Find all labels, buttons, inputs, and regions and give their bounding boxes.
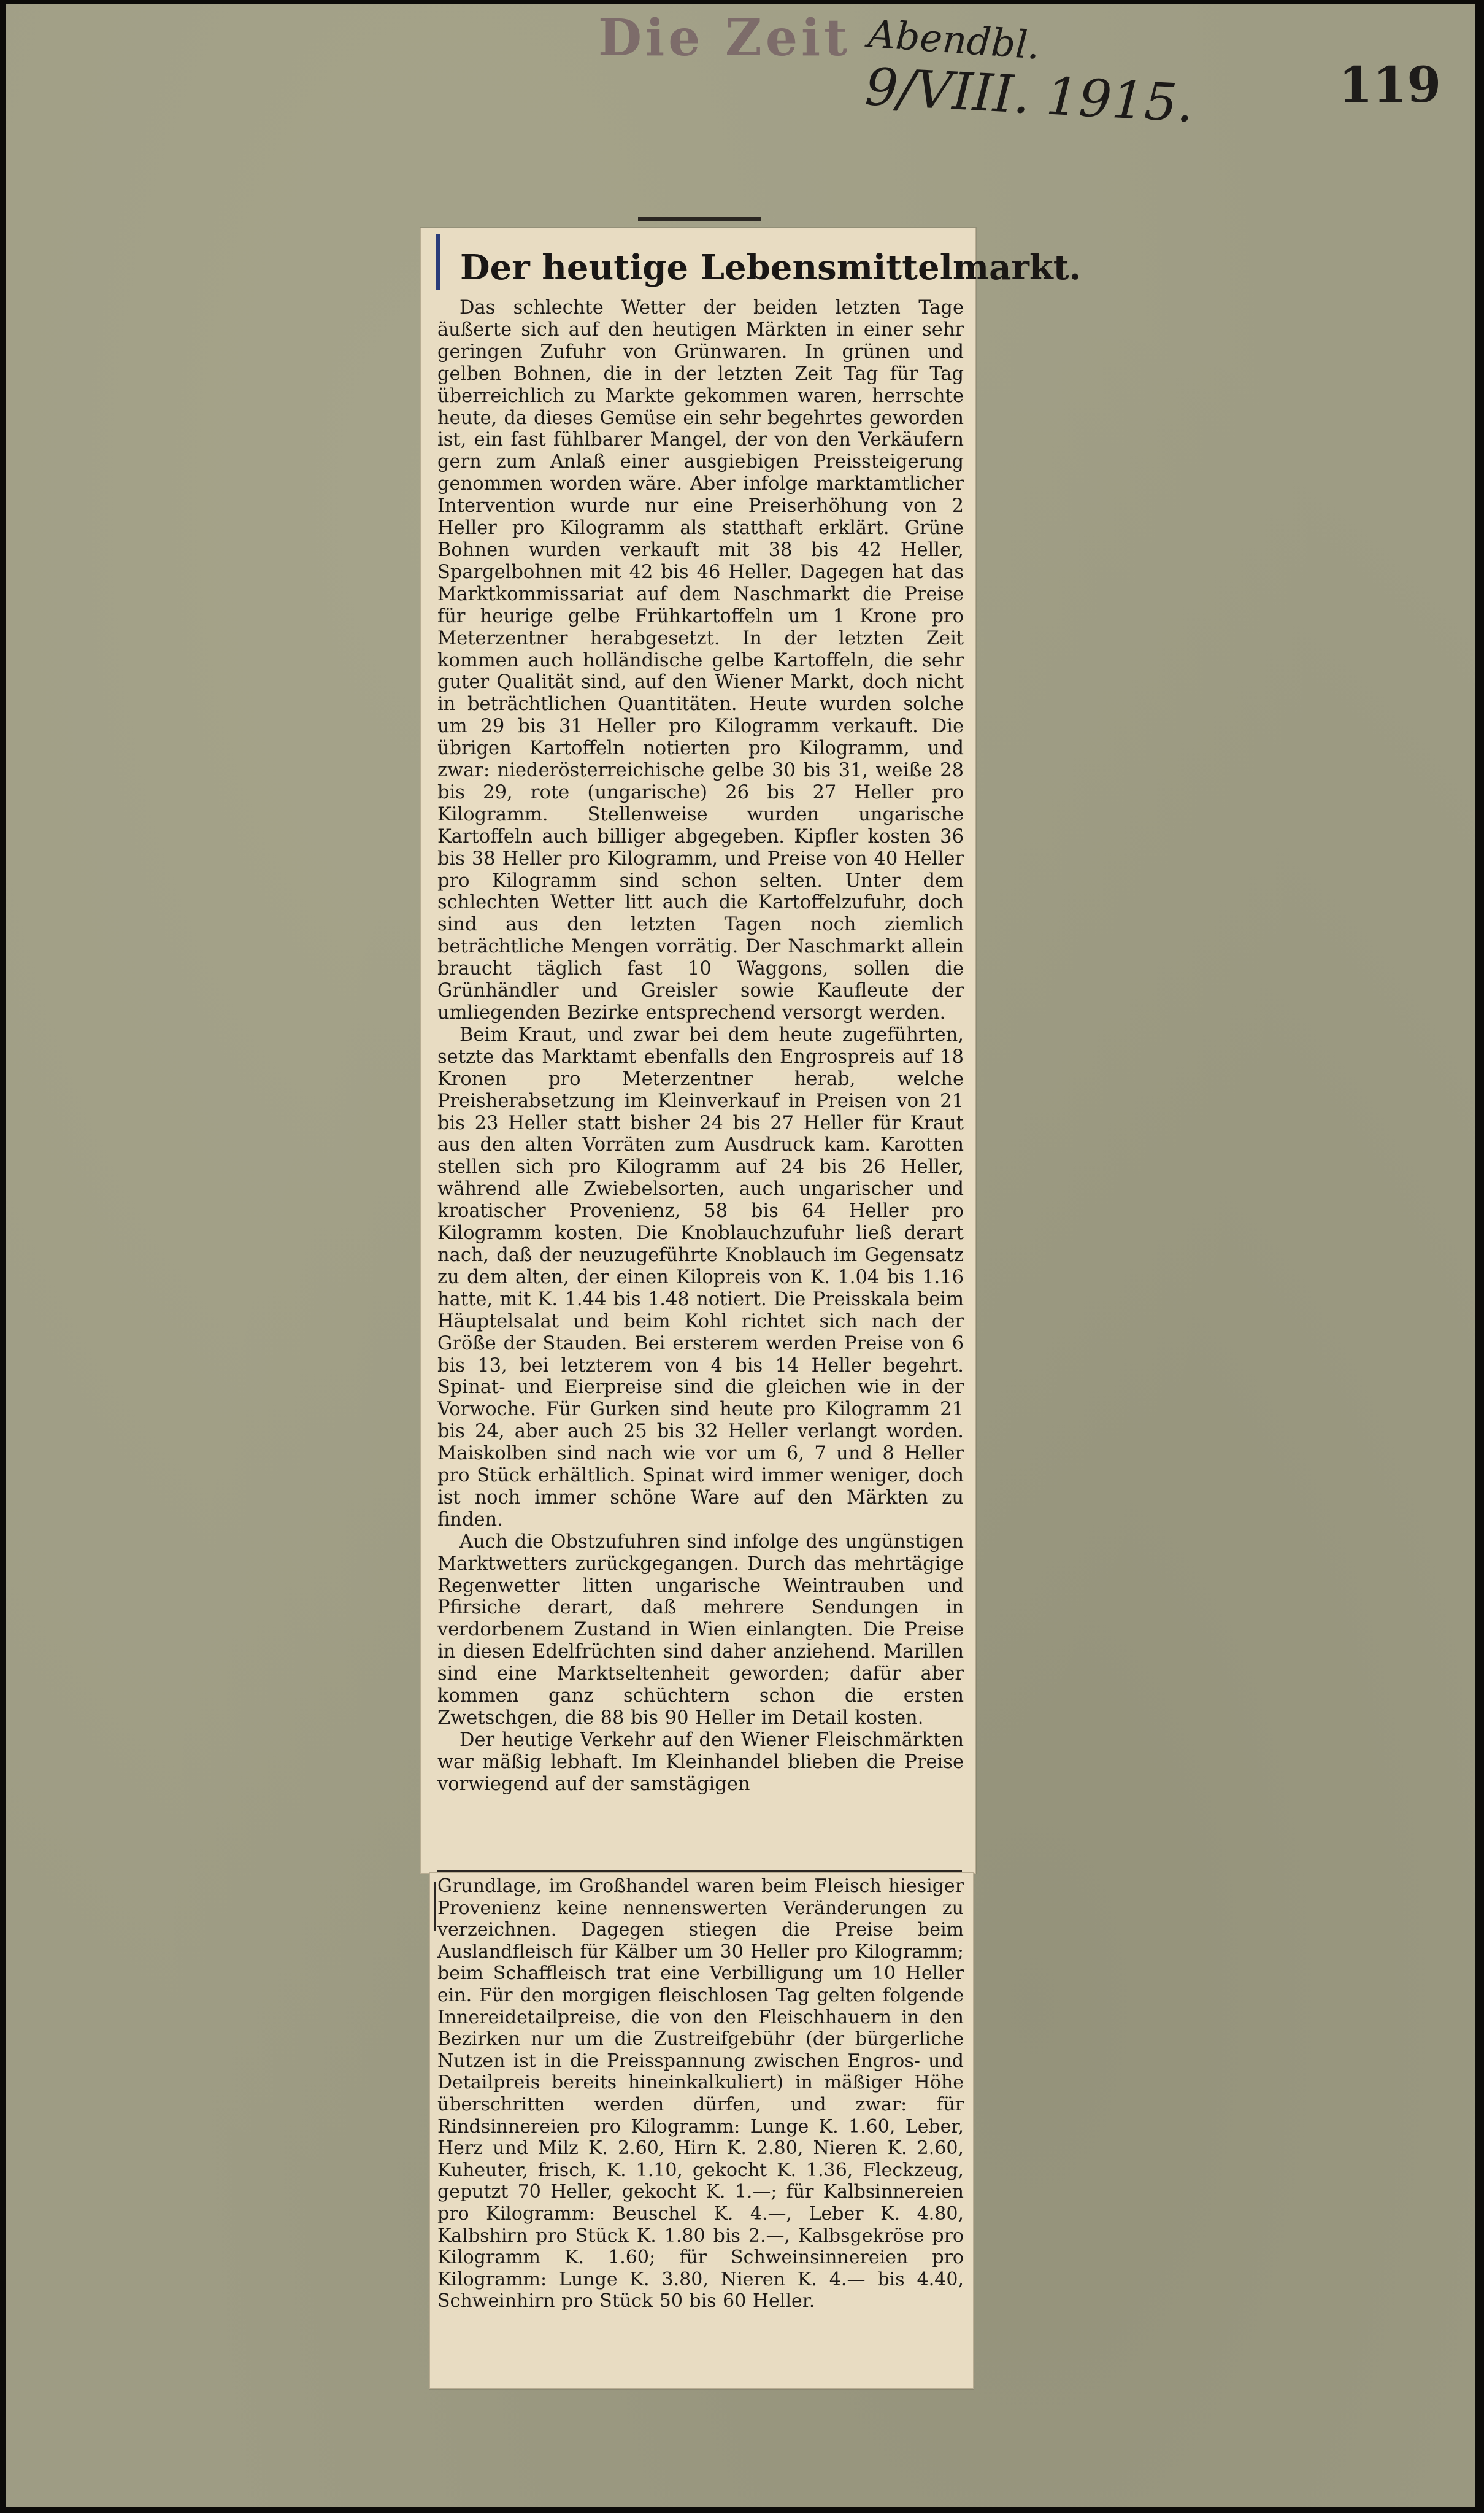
article-paragraph: Das schlechte Wetter der beiden letzten Tage äußerte sich auf den heutigen Märkten in einer sehr geringen Zufuhr von Grünwaren. In grünen und gelben Bohnen, die in der letzten Zeit Tag für Tag überreichlich zu Markte gekommen waren, herrschte heute, da dieses Gemüse ein sehr begehrtes geworden ist, ein fast fühlbarer Mangel, der von den Verkäufern gern zum Anlaß einer ausgiebigen Preissteigerung genommen worden wäre. Aber infolge marktamtlicher Intervention wurde nur eine Preiserhöhung von 2 Heller pro Kilogramm als statthaft erklärt. Grüne Bohnen wurden verkauft mit 38 bis 42 Heller, Spargelbohnen mit 42 bis 46 Heller. Dagegen hat das Marktkommissariat auf dem Naschmarkt die Preise für heurige gelbe Frühkartoffeln um 1 Krone pro Meterzentner herabgesetzt. In der letzten Zeit kommen auch holländische gelbe Kartoffeln, die sehr guter Qualität sind, auf den Wiener Markt, doch nicht in beträchtlichen Quantitäten. Heute wurden solche um 29 bis 31 Heller pro Kilogramm verkauft. Die übrigen Kartoffeln notierten pro Kilogramm, und zwar: niederösterreichische gelbe 30 bis 31, weiße 28 bis 29, rote (ungarische) 26 bis 27 Heller pro Kilogramm. Stellenweise wurden ungarische Kartoffeln auch billiger abgegeben. Kipfler kosten 36 bis 38 Heller pro Kilogramm, und Preise von 40 Heller pro Kilogramm sind schon selten. Unter dem schlechten Wetter litt auch die Kartoffelzufuhr, doch sind aus den letzten Tagen noch ziemlich beträchtliche Mengen vorrätig. Der Naschmarkt allein braucht täglich fast 10 Waggons, sollen die Grünhändler und Greisler sowie Kaufleute der umliegenden Bezirke entsprechend versorgt werden. (437, 297, 964, 1024)
handwritten-date: 9/VIII. 1915. (863, 56, 1196, 134)
article-headline: Der heutige Lebensmittelmarkt. (460, 247, 1082, 288)
article-continuation (437, 1875, 964, 2312)
clipping-cut-line (437, 1870, 962, 1872)
archive-sheet (6, 4, 1475, 2507)
article-paragraph: Der heutige Verkehr auf den Wiener Fleischmärkten war mäßig lebhaft. Im Kleinhandel blieben die Preise vorwiegend auf der samstägigen (437, 1729, 964, 1795)
article-paragraph: Auch die Obstzufuhren sind infolge des ungünstigen Marktwetters zurückgegangen. Durch das mehrtägige Regenwetter litten ungarische Weintrauben und Pfirsiche derart, daß mehrere Sendungen in verdorbenem Zustand in Wien einlangten. Die Preise in diesen Edelfrüchten sind daher anziehend. Marillen sind eine Marktseltenheit geworden; dafür aber kommen ganz schüchtern schon die ersten Zwetschgen, die 88 bis 90 Heller im Detail kosten. (437, 1531, 964, 1729)
pencil-margin-mark (436, 234, 440, 290)
article-paragraph-continued: Grundlage, im Großhandel waren beim Fleisch hiesiger Provenienz keine nennenswerten Veränderungen zu verzeichnen. Dagegen stiegen die Preise beim Auslandfleisch für Kälber um 30 Heller pro Kilogramm; beim Schaffleisch trat eine Verbilligung um 10 Heller ein. Für den morgigen fleischlosen Tag gelten folgende Innereidetailpreise, die von den Fleischhauern in den Bezirken nur um die Zustreifgebühr (der bürgerliche Nutzen ist in die Preisspannung zwischen Engros- und Detailpreis bereits hineinkalkuliert) in mäßiger Höhe überschritten werden dürfen, und zwar: für Rindsinnereien pro Kilogramm: Lunge K. 1.60, Leber, Herz und Milz K. 2.60, Hirn K. 2.80, Nieren K. 2.60, Kuheuter, frisch, K. 1.10, gekocht K. 1.36, Fleckzeug, geputzt 70 Heller, gekocht K. 1.—; für Kalbsinnereien pro Kilogramm: Beuschel K. 4.—, Leber K. 4.80, Kalbshirn pro Stück K. 1.80 bis 2.—, Kalbsgekröse pro Kilogramm K. 1.60; für Schweinsinnereien pro Kilogramm: Lunge K. 3.80, Nieren K. 4.— bis 4.40, Schweinhirn pro Stück 50 bis 60 Heller. (437, 1875, 964, 2312)
article-body (437, 297, 964, 1796)
newspaper-stamp: Die Zeit (598, 9, 852, 68)
handwritten-edition-note: Abendbl. (866, 11, 1042, 68)
continuation-margin-bracket (434, 1882, 436, 1931)
headline-rule (638, 217, 761, 221)
article-paragraph: Beim Kraut, und zwar bei dem heute zugeführten, setzte das Marktamt ebenfalls den Engrospreis auf 18 Kronen pro Meterzentner herab, welche Preisherabsetzung im Kleinverkauf in Preisen von 21 bis 23 Heller statt bisher 24 bis 27 Heller für Kraut aus den alten Vorräten zum Ausdruck kam. Karotten stellen sich pro Kilogramm auf 24 bis 26 Heller, während alle Zwiebelsorten, auch ungarischer und kroatischer Provenienz, 58 bis 64 Heller pro Kilogramm kosten. Die Knoblauchzufuhr ließ derart nach, daß der neuzugeführte Knoblauch im Gegensatz zu dem alten, der einen Kilopreis von K. 1.04 bis 1.16 hatte, mit K. 1.44 bis 1.48 notiert. Die Preisskala beim Häuptelsalat und beim Kohl richtet sich nach der Größe der Stauden. Bei ersterem werden Preise von 6 bis 13, bei letzterem von 4 bis 14 Heller begehrt. Spinat- und Eierpreise sind die gleichen wie in der Vorwoche. Für Gurken sind heute pro Kilogramm 21 bis 24, aber auch 25 bis 32 Heller verlangt worden. Maiskolben sind nach wie vor um 6, 7 und 8 Heller pro Stück erhältlich. Spinat wird immer weniger, doch ist noch immer schöne Ware auf den Märkten zu finden. (437, 1024, 964, 1531)
page-number: 119 (1339, 56, 1441, 114)
